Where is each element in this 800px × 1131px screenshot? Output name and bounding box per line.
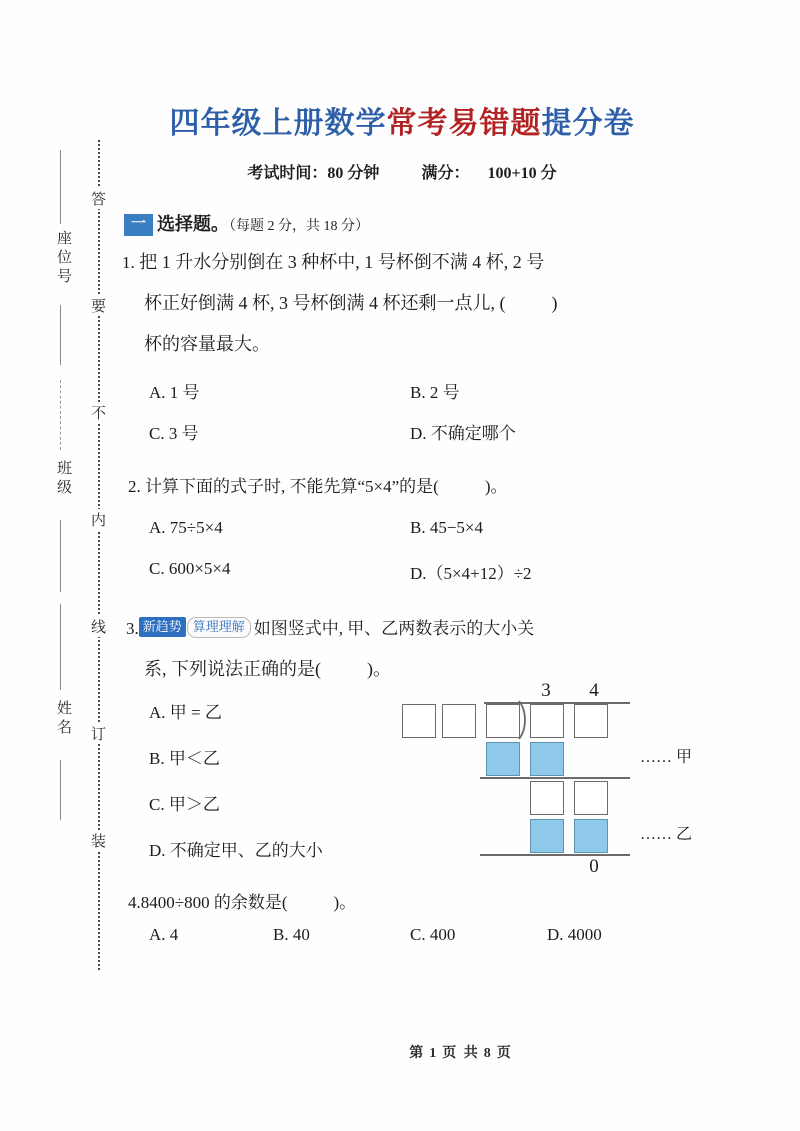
question-2-option-a[interactable]: A. 75÷5×4 <box>149 518 223 537</box>
seal-char-bu: 不 <box>89 402 104 423</box>
question-4-text: 8400÷800 的余数是( <box>140 893 288 912</box>
question-4-blank-close[interactable]: )。 <box>333 893 357 912</box>
sidebar-label-class: 班级 <box>55 460 71 498</box>
quotient-digit-2: 4 <box>589 680 599 701</box>
dividend-cell-3[interactable] <box>574 704 608 738</box>
question-2-option-b[interactable]: B. 45−5×4 <box>410 518 484 537</box>
question-3-text-line-2: 系, 下列说法正确的是( <box>144 659 321 679</box>
second-subtrahend-cell-2[interactable] <box>574 819 608 853</box>
question-3-option-a[interactable]: A. 甲 = 乙 <box>149 703 222 722</box>
first-remainder-cell-1[interactable] <box>530 781 564 815</box>
footer-prefix: 第 <box>409 1046 426 1061</box>
question-3-line-1 <box>126 608 534 649</box>
question-1-option-b[interactable]: B. 2 号 <box>410 383 460 402</box>
question-3-blank-close[interactable]: )。 <box>367 659 391 679</box>
tag-arithmetic-reasoning: 算理理解 <box>187 617 251 638</box>
seal-char-yao: 要 <box>89 295 104 316</box>
tag-new-trend: 新趋势 <box>139 617 186 637</box>
question-1-line-2 <box>144 283 558 324</box>
question-1-option-c[interactable]: C. 3 号 <box>149 424 199 443</box>
sidebar-label-name: 姓名 <box>55 700 71 738</box>
footer-middle: 页 共 <box>442 1046 480 1061</box>
seal-char-zhuang: 装 <box>89 830 104 851</box>
question-3-text-line-1: 如图竖式中, 甲、乙两数表示的大小关 <box>253 619 535 638</box>
sidebar-rule-top <box>60 150 61 224</box>
question-4-option-c[interactable]: C. 400 <box>410 925 456 944</box>
exam-content <box>122 0 800 1131</box>
page-title <box>122 98 682 142</box>
dividend-cell-1[interactable] <box>486 704 520 738</box>
question-1-text-line-3: 杯的容量最大。 <box>144 334 270 354</box>
sidebar-rule-4 <box>60 760 61 820</box>
exam-time-value: 80 分钟 <box>327 165 380 182</box>
first-subtrahend-cell-2[interactable] <box>530 742 564 776</box>
total-score-value: 100+10 分 <box>487 165 557 182</box>
question-1-blank-close[interactable]: ) <box>551 293 558 313</box>
label-yi: …… 乙 <box>640 826 693 843</box>
question-1-text-line-1: 把 1 升水分别倒在 3 种杯中, 1 号杯倒不满 4 杯, 2 号 <box>139 252 545 272</box>
label-jia: …… 甲 <box>640 749 693 766</box>
long-division-diagram <box>396 680 696 877</box>
section-label: 选择题。 <box>157 214 230 234</box>
title-part-blue-2: 提分卷 <box>541 107 635 140</box>
quotient-digit-1: 3 <box>541 680 551 701</box>
question-1-option-d[interactable]: D. 不确定哪个 <box>410 424 516 443</box>
sidebar-rule-3 <box>60 604 61 690</box>
title-part-blue-1: 四年级上册数学 <box>169 107 387 140</box>
footer-page-number: 1 <box>429 1046 439 1061</box>
exam-meta <box>122 160 682 183</box>
question-3-option-b[interactable]: B. 甲＜乙 <box>149 749 220 768</box>
page-footer <box>122 1042 800 1062</box>
sidebar-label-seat-number: 座位号 <box>55 230 71 287</box>
question-3-number: 3. <box>126 619 139 638</box>
seal-line-column <box>88 140 110 970</box>
question-4-option-d[interactable]: D. 4000 <box>547 925 602 944</box>
footer-total-pages: 8 <box>483 1046 493 1061</box>
question-4-stem <box>128 882 356 923</box>
sidebar-rule-1 <box>60 305 61 365</box>
subtraction-line-1 <box>480 777 630 779</box>
section-heading-choice <box>124 210 369 236</box>
section-number-badge: 一 <box>124 214 153 236</box>
second-subtrahend-cell-1[interactable] <box>530 819 564 853</box>
question-4-option-b[interactable]: B. 40 <box>273 925 310 944</box>
question-1-option-a[interactable]: A. 1 号 <box>149 383 200 402</box>
title-part-red: 常考易错题 <box>386 107 542 140</box>
first-subtrahend-cell-1[interactable] <box>486 742 520 776</box>
exam-time-label: 考试时间： <box>247 165 328 182</box>
question-2-option-c[interactable]: C. 600×5×4 <box>149 559 231 578</box>
question-2-blank-close[interactable]: )。 <box>484 477 508 496</box>
question-2-number: 2. <box>128 477 141 496</box>
divisor-cell-2[interactable] <box>442 704 476 738</box>
seal-char-ding: 订 <box>89 723 104 744</box>
final-remainder: 0 <box>589 856 599 877</box>
dividend-cell-2[interactable] <box>530 704 564 738</box>
question-3-option-d[interactable]: D. 不确定甲、乙的大小 <box>149 841 323 860</box>
question-2-text: 计算下面的式子时, 不能先算“5×4”的是( <box>145 477 439 496</box>
sidebar-rule-dashed <box>60 380 61 450</box>
question-1-text-line-2: 杯正好倒满 4 杯, 3 号杯倒满 4 杯还剩一点儿, ( <box>144 293 506 313</box>
divisor-cell-1[interactable] <box>402 704 436 738</box>
seal-char-da: 答 <box>89 188 104 209</box>
footer-suffix: 页 <box>496 1046 513 1061</box>
sidebar-rule-2 <box>60 520 61 592</box>
question-4-option-a[interactable]: A. 4 <box>149 925 179 944</box>
question-3-option-c[interactable]: C. 甲＞乙 <box>149 795 220 814</box>
total-score-label: 满分： <box>421 165 470 182</box>
question-1-number: 1. <box>122 253 135 272</box>
question-1-line-3 <box>144 324 270 365</box>
seal-char-xian: 线 <box>89 616 104 637</box>
question-2-option-d[interactable]: D.（5×4+12）÷2 <box>410 564 532 583</box>
question-3-line-2 <box>144 649 391 690</box>
first-remainder-cell-2[interactable] <box>574 781 608 815</box>
seal-sidebar <box>0 0 120 1131</box>
question-1-line-1 <box>122 242 544 283</box>
question-4-number: 4. <box>128 893 141 912</box>
section-points: （每题 2 分，共 18 分） <box>229 219 370 234</box>
question-2-stem <box>128 466 508 507</box>
seal-char-nei: 内 <box>89 509 104 530</box>
